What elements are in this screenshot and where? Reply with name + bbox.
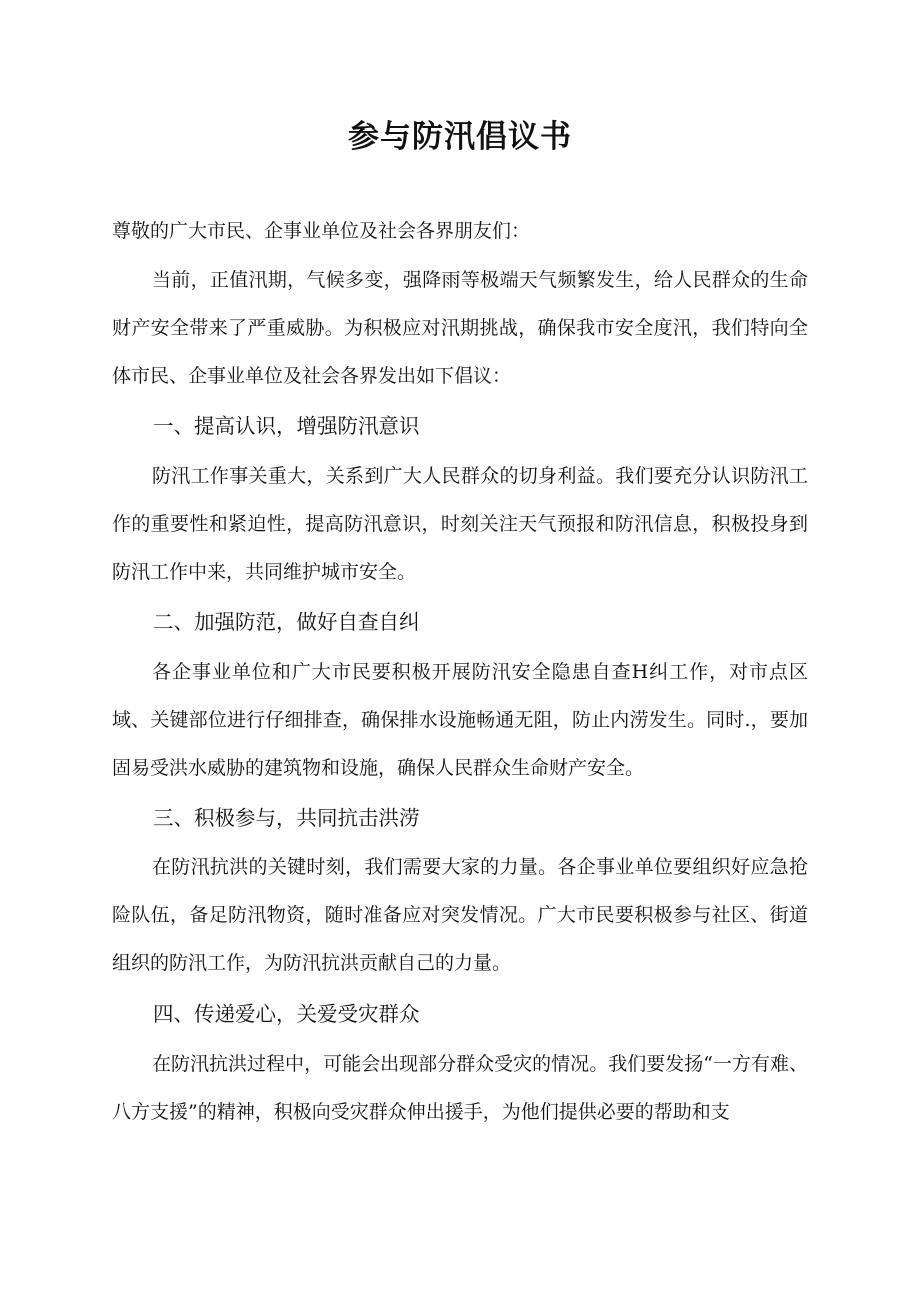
page-title: 参与防汛倡议书 (348, 119, 572, 155)
section-heading-1: 一、提高认识，增强防汛意识 (153, 414, 420, 438)
salutation: 尊敬的广大市民、企事业单位及社会各界朋友们： (112, 220, 531, 242)
section-body-1: 防汛工作事关重大，关系到广大人民群众的切身利益。我们要充分认识防汛工作的重要性和紧迫性，提高防汛意识，时刻关注天气预报和防汛信息，积极投身到防汛工作中来，共同维护城市安全。 (112, 465, 808, 583)
section-body-4: 在防汛抗洪过程中，可能会出现部分群众受灾的情况。我们要发扬“一方有难、八方支援”的精神，积极向受灾群众伸出援手，为他们提供必要的帮助和支 (112, 1053, 808, 1123)
section-body-3: 在防汛抗洪的关键时刻，我们需要大家的力量。各企事业单位要组织好应急抢险队伍，备足防汛物资，随时准备应对突发情况。广大市民要积极参与社区、街道组织的防汛工作，为防汛抗洪贡献自己的力量。 (112, 856, 808, 974)
section-heading-3: 三、积极参与，共同抗击洪涝 (153, 806, 420, 830)
section-heading-4: 四、传递爱心，关爱受灾群众 (153, 1002, 420, 1026)
section-body-2: 各企事业单位和广大市民要积极开展防汛安全隐患自查H纠工作，对市点区域、关键部位进行仔细排查，确保排水设施畅通无阻，防止内涝发生。同时.，要加固易受洪水威胁的建筑物和设施，确保人民群众生命财产安全。 (112, 661, 808, 779)
intro-paragraph: 当前，正值汛期，气候多变，强降雨等极端天气频繁发生，给人民群众的生命财产安全带来了严重威胁。为积极应对汛期挑战，确保我市安全度汛，我们特向全体市民、企事业单位及社会各界发出如下倡议： (112, 269, 808, 387)
section-heading-2: 二、加强防范，做好自查自纠 (153, 610, 420, 634)
